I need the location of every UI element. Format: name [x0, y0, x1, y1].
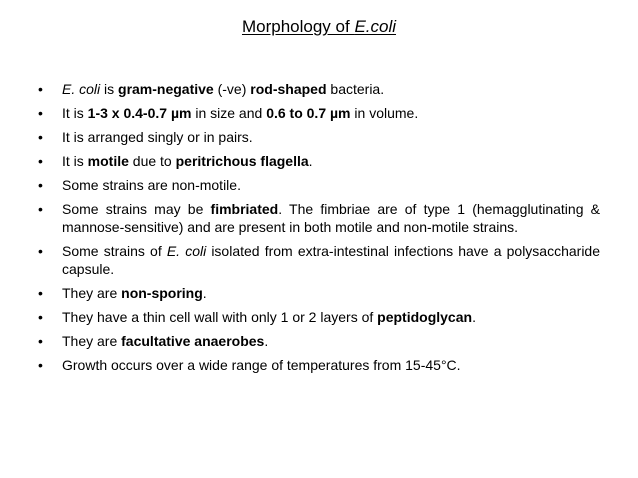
bullet-text-segment: in volume. — [350, 105, 419, 121]
bullet-dot-icon: • — [38, 333, 43, 349]
bullet-dot-icon: • — [38, 81, 43, 97]
bullet-text-segment: in size and — [191, 105, 267, 121]
bullet-item — [38, 308, 600, 326]
bullet-text-segment: It is — [62, 153, 88, 169]
bullet-text-segment: 1-3 x 0.4-0.7 µm — [87, 105, 192, 121]
bullet-item — [38, 356, 600, 374]
bullet-text-segment: Growth occurs over a wide range of temperatures from 15-45°C. — [62, 357, 461, 373]
bullet-text-segment: . — [308, 153, 313, 169]
bullet-text-segment: bacteria. — [326, 81, 385, 97]
bullet-dot-icon: • — [38, 129, 43, 145]
bullet-text-segment: Some strains of — [62, 243, 167, 259]
bullet-dot-icon: • — [38, 153, 43, 169]
bullet-dot-icon: • — [38, 243, 43, 259]
bullet-text-segment: non-sporing — [121, 285, 203, 301]
bullet-text-segment: . — [472, 309, 476, 325]
bullet-text-segment: They are — [62, 285, 122, 301]
bullet-text-segment: E. coli — [62, 81, 101, 97]
bullet-item — [38, 284, 600, 302]
bullet-text-segment: (-ve) — [213, 81, 251, 97]
bullet-item — [38, 128, 600, 146]
bullet-text-segment: isolated from extra-intestinal infections have a polysaccharide capsule. — [62, 243, 601, 277]
bullet-text-segment: . — [264, 333, 269, 349]
bullet-item — [38, 104, 600, 122]
title-organism: E.coli — [354, 17, 397, 36]
bullet-item — [38, 152, 600, 170]
bullet-list — [38, 80, 600, 380]
slide-title — [0, 16, 638, 38]
bullet-text-segment: is — [100, 81, 119, 97]
bullet-dot-icon: • — [38, 357, 43, 373]
bullet-text-segment: gram-negative — [118, 81, 214, 97]
bullet-text-segment: Some strains are non-motile. — [62, 177, 241, 193]
bullet-dot-icon: • — [38, 201, 43, 217]
bullet-text-segment: peptidoglycan — [377, 309, 473, 325]
bullet-text-segment: peritrichous flagella — [175, 153, 309, 169]
title-prefix: Morphology of — [241, 17, 355, 36]
bullet-item — [38, 80, 600, 98]
bullet-text-segment: They have a thin cell wall with only 1 or 2 layers of — [62, 309, 378, 325]
bullet-text-segment: fimbriated — [210, 201, 279, 217]
bullet-text-segment: E. coli — [166, 243, 207, 259]
bullet-text-segment: due to — [128, 153, 176, 169]
bullet-dot-icon: • — [38, 177, 43, 193]
bullet-item — [38, 332, 600, 350]
bullet-text-segment: Some strains may be — [62, 201, 211, 217]
bullet-text-segment: It is — [62, 105, 88, 121]
bullet-text-segment: . The fimbriae are of type 1 (hemagglutinating & mannose-sensitive) and are present in both motile and non-motile strains. — [62, 201, 600, 235]
bullet-item — [38, 176, 600, 194]
bullet-text-segment: facultative anaerobes — [121, 333, 265, 349]
bullet-text-segment: 0.6 to 0.7 µm — [266, 105, 351, 121]
bullet-text-segment: It is arranged singly or in pairs. — [62, 129, 253, 145]
bullet-item — [38, 200, 600, 236]
bullet-dot-icon: • — [38, 105, 43, 121]
bullet-item — [38, 242, 600, 278]
bullet-dot-icon: • — [38, 309, 43, 325]
bullet-text-segment: . — [202, 285, 207, 301]
bullet-text-segment: rod-shaped — [250, 81, 327, 97]
bullet-text-segment: motile — [87, 153, 129, 169]
bullet-dot-icon: • — [38, 285, 43, 301]
bullet-text-segment: They are — [62, 333, 122, 349]
